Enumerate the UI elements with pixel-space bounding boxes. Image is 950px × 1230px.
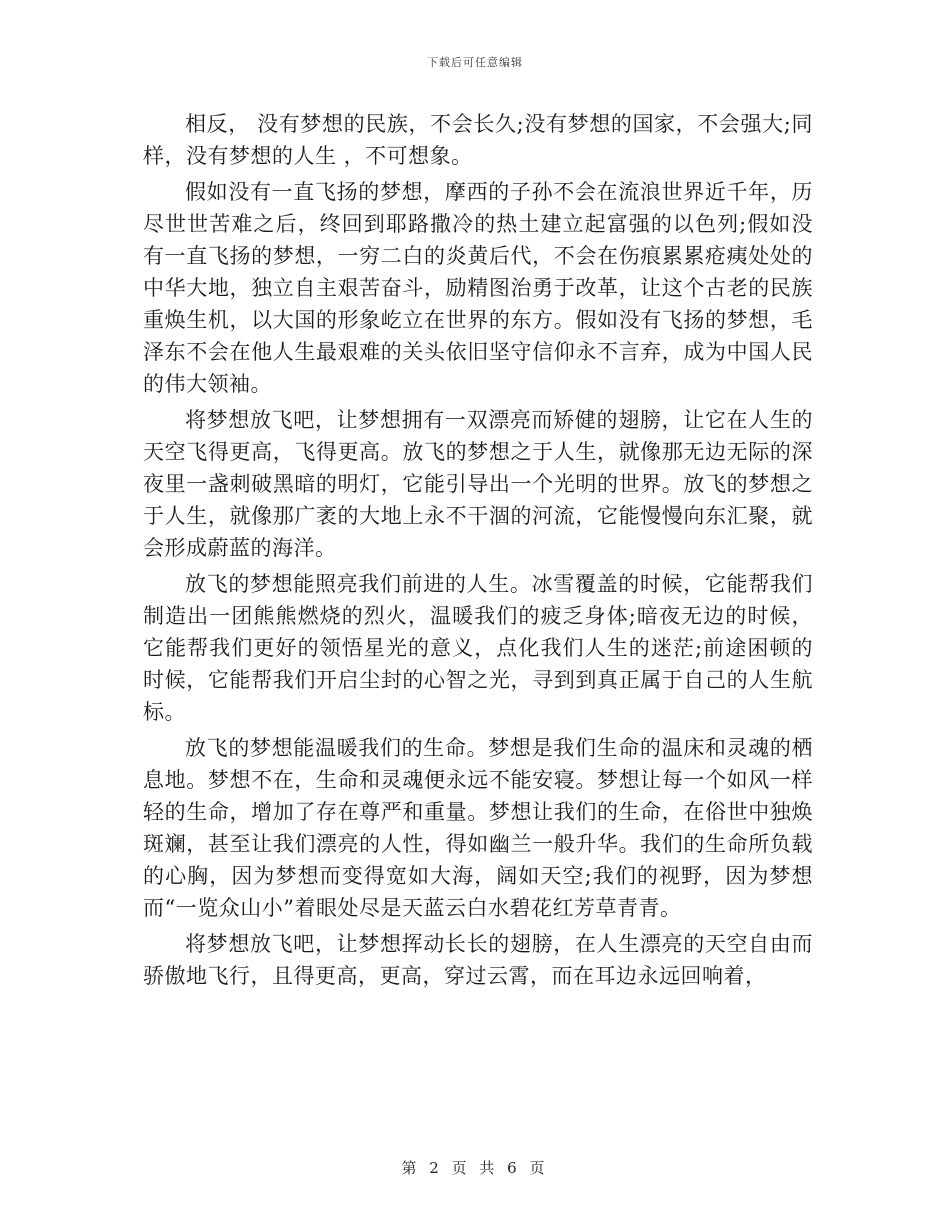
paragraph: 将梦想放飞吧，让梦想挥动长长的翅膀，在人生漂亮的天空自由而骄傲地飞行，且得更高，更高，穿过云霄，而在耳边永远回响着， (143, 932, 813, 988)
page-header: 下载后可任意编辑 (427, 56, 523, 69)
page-number: 第 2 页 共 6 页 (401, 1159, 549, 1177)
paragraph: 相反， 没有梦想的民族，不会长久;没有梦想的国家，不会强大;同样，没有梦想的人生 ，不可想象。 (143, 112, 813, 168)
paragraph: 放飞的梦想能温暖我们的生命。梦想是我们生命的温床和灵魂的栖息地。梦想不在，生命和灵魂便永远不能安寝。梦想让每一个如风一样轻的生命，增加了存在尊严和重量。梦想让我们的生命，在俗世中独焕斑斓，甚至让我们漂亮的人性，得如幽兰一般升华。我们的生命所负载的心胸，因为梦想而变得宽如大海，阔如天空;我们的视野，因为梦想而“一览众山小”着眼处尽是天蓝云白水碧花红芳草青青。 (143, 736, 813, 920)
paragraph: 放飞的梦想能照亮我们前进的人生。冰雪覆盖的时候，它能帮我们制造出一团熊熊燃烧的烈火，温暖我们的疲乏身体;暗夜无边的时候，它能帮我们更好的领悟星光的意义，点化我们人生的迷茫;前途困顿的时候，它能帮我们开启尘封的心智之光，寻到到真正属于自己的人生航标。 (143, 572, 813, 724)
paragraph: 将梦想放飞吧，让梦想拥有一双漂亮而矫健的翅膀，让它在人生的天空飞得更高，飞得更高。放飞的梦想之于人生，就像那无边无际的深夜里一盏刺破黑暗的明灯，它能引导出一个光明的世界。放飞的梦想之于人生，就像那广袤的大地上永不干涸的河流，它能慢慢向东汇聚，就会形成蔚蓝的海洋。 (143, 408, 813, 560)
document-body (143, 108, 813, 996)
paragraph: 假如没有一直飞扬的梦想，摩西的子孙不会在流浪世界近千年，历尽世世苦难之后，终回到耶路撒冷的热土建立起富强的以色列;假如没有一直飞扬的梦想，一穷二白的炎黄后代，不会在伤痕累累疮痍处处的中华大地，独立自主艰苦奋斗，励精图治勇于改革，让这个古老的民族重焕生机，以大国的形象屹立在世界的东方。假如没有飞扬的梦想，毛泽东不会在他人生最艰难的关头依旧坚守信仰永不言弃，成为中国人民的伟大领袖。 (143, 180, 813, 396)
